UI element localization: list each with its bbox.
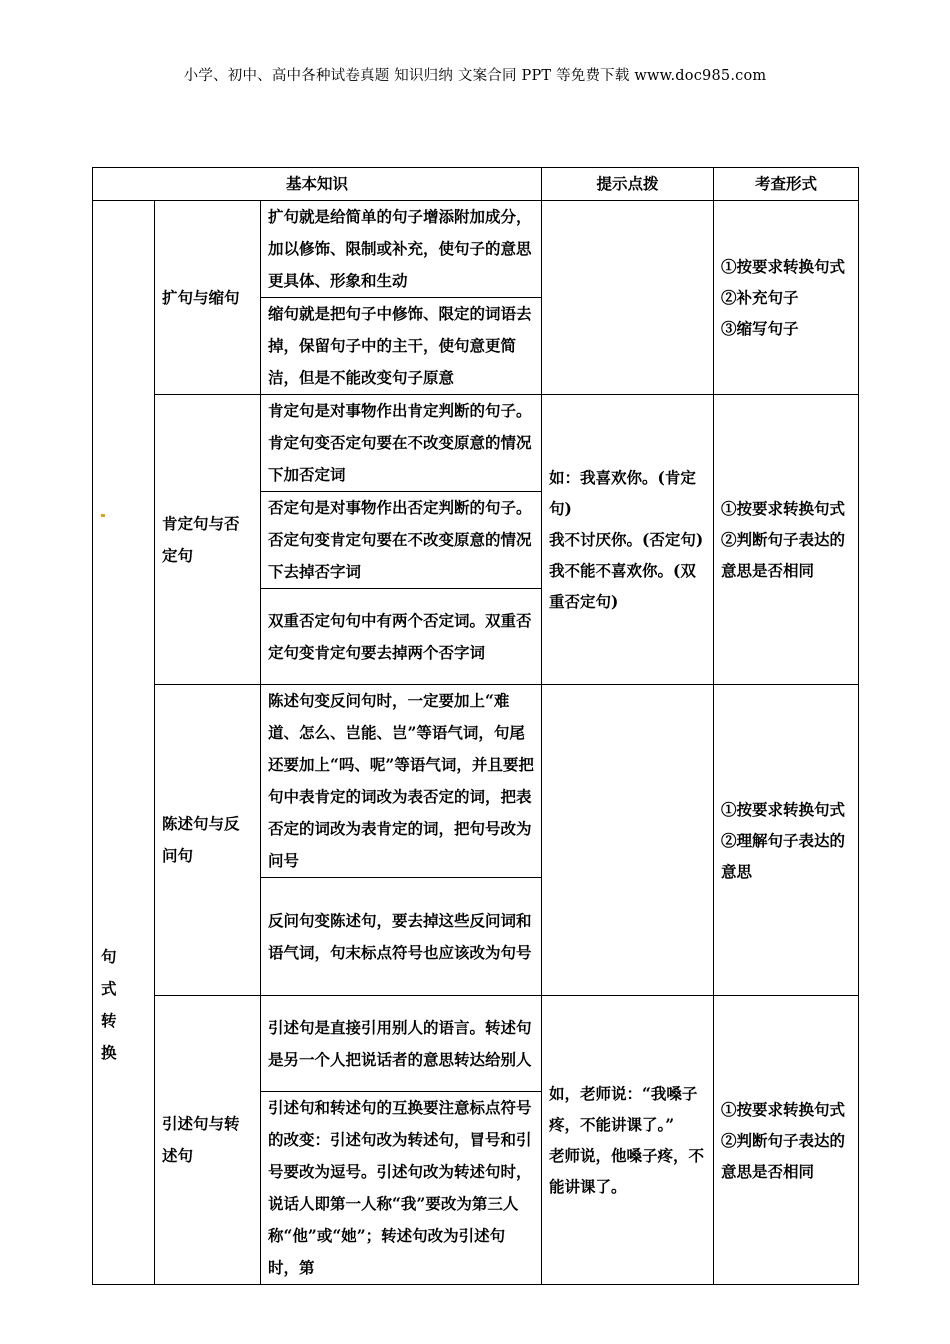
header-basic-knowledge: 基本知识 xyxy=(93,168,542,201)
category-cell xyxy=(93,201,155,1285)
exam-cell xyxy=(714,685,859,996)
hint-cell-empty xyxy=(542,201,714,395)
exam-cell xyxy=(714,996,859,1285)
hint-cell xyxy=(542,996,714,1285)
knowledge-cell: 扩句就是给简单的句子增添附加成分，加以修饰、限制或补充，使句子的意思更具体、形象和生动 xyxy=(261,201,542,298)
section-name-affirm: 肯定句与否定句 xyxy=(155,395,261,685)
category-label: 句式转换 xyxy=(101,946,127,1062)
exam-item: ②判断句子表达的意思是否相同 xyxy=(721,1130,846,1181)
exam-item: ①按要求转换句式 xyxy=(721,499,846,518)
section-name-expand: 扩句与缩句 xyxy=(155,201,261,395)
exam-item: ②判断句子表达的意思是否相同 xyxy=(721,530,846,580)
knowledge-cell: 引述句和转述句的互换要注意标点符号的改变：引述句改为转述句，冒号和引号要改为逗号。引述句改为转述句时，说话人即第一人称“我”要改为第三人称“他”或“她”；转述句改为引述句时，第 xyxy=(261,1092,542,1285)
table-header-row xyxy=(93,168,859,201)
hint-line: 我不能不喜欢你。(双重否定句) xyxy=(549,561,696,611)
knowledge-cell: 双重否定句句中有两个否定词。双重否定句变肯定句要去掉两个否字词 xyxy=(261,589,542,685)
knowledge-cell: 陈述句变反问句时，一定要加上“难道、怎么、岂能、岂”等语气词，句尾还要加上“吗、呢”等语气词，并且要把句中表肯定的词改为表否定的词，把表否定的词改为表肯定的词，把句号改为问号 xyxy=(261,685,542,878)
header-hint: 提示点拨 xyxy=(542,168,714,201)
section-name-quote: 引述句与转述句 xyxy=(155,996,261,1285)
table-row xyxy=(93,395,859,492)
knowledge-table xyxy=(92,167,859,1285)
section-name-declarative: 陈述句与反问句 xyxy=(155,685,261,996)
exam-item: ①按要求转换句式 xyxy=(721,799,846,819)
hint-cell xyxy=(542,395,714,685)
table-row xyxy=(93,201,859,298)
knowledge-cell: 缩句就是把句子中修饰、限定的词语去掉，保留句子中的主干，使句意更简洁，但是不能改变句子原意 xyxy=(261,298,542,395)
exam-item: ①按要求转换句式 xyxy=(721,1099,846,1119)
knowledge-cell: 引述句是直接引用别人的语言。转述句是另一个人把说话者的意思转达给别人 xyxy=(261,996,542,1092)
knowledge-cell: 反问句变陈述句，要去掉这些反问词和语气词，句末标点符号也应该改为句号 xyxy=(261,878,542,996)
exam-item: ②补充句子 xyxy=(721,288,799,307)
exam-item: ③缩写句子 xyxy=(721,319,799,338)
decorative-mark xyxy=(101,514,105,517)
hint-cell-empty xyxy=(542,685,714,996)
exam-item: ②理解句子表达的意思 xyxy=(721,830,846,881)
exam-cell xyxy=(714,395,859,685)
exam-item: ①按要求转换句式 xyxy=(721,257,846,276)
page-header: 小学、初中、高中各种试卷真题 知识归纳 文案合同 PPT 等免费下载 www.doc985.com xyxy=(183,68,767,84)
table-row xyxy=(93,996,859,1092)
hint-line: 老师说，他嗓子疼，不能讲课了。 xyxy=(549,1146,705,1196)
table-row xyxy=(93,685,859,878)
hint-line: 我不讨厌你。(否定句) xyxy=(549,530,704,549)
exam-cell xyxy=(714,201,859,395)
knowledge-cell: 肯定句是对事物作出肯定判断的句子。肯定句变否定句要在不改变原意的情况下加否定词 xyxy=(261,395,542,492)
knowledge-cell: 否定句是对事物作出否定判断的句子。否定句变肯定句要在不改变原意的情况下去掉否字词 xyxy=(261,492,542,589)
hint-line: 如：我喜欢你。(肯定句) xyxy=(549,468,696,518)
header-exam-form: 考查形式 xyxy=(714,168,859,201)
hint-line: 如，老师说：“我嗓子疼，不能讲课了。” xyxy=(549,1084,698,1134)
